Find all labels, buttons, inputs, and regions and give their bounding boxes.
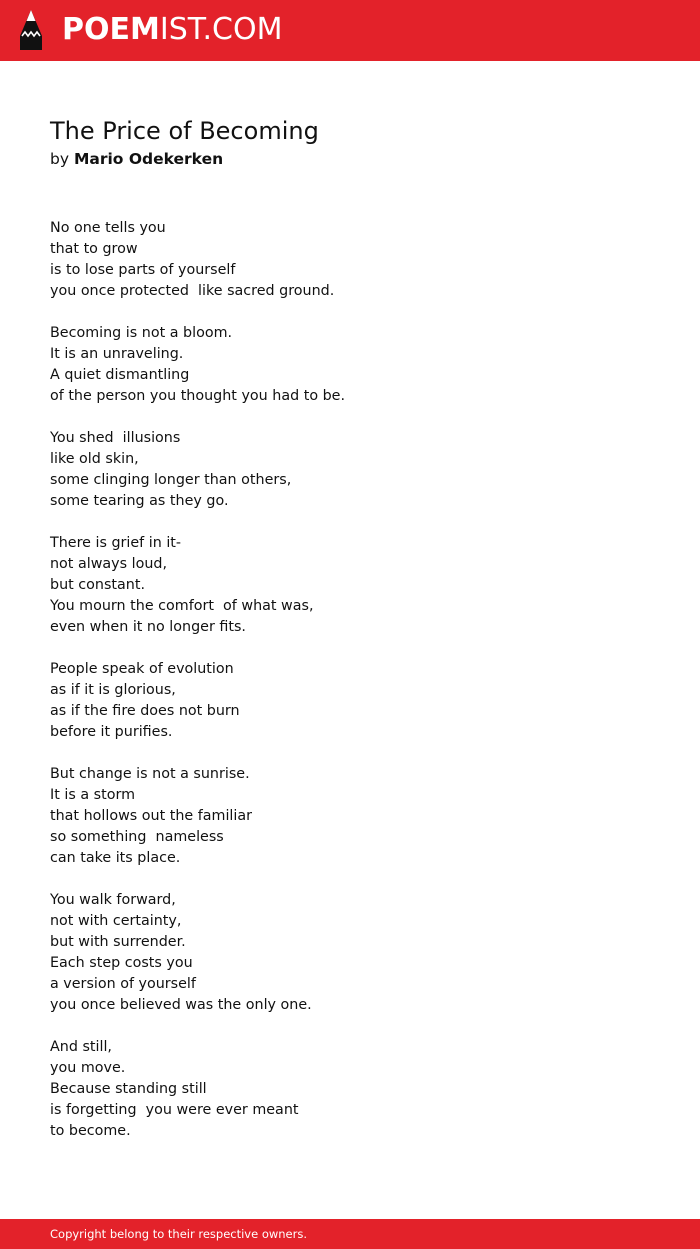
poem-line: Because standing still [50,1081,207,1097]
poem-line: some tearing as they go. [50,493,229,509]
poem-body [50,218,670,1163]
poem-line: a version of yourself [50,976,196,992]
poem-line: but constant. [50,577,145,593]
poem-line: not with certainty, [50,913,182,929]
poem-line: you once believed was the only one. [50,997,312,1013]
poem-line: of the person you thought you had to be. [50,388,346,404]
stanza [50,428,670,512]
poem-line: No one tells you [50,220,166,236]
stanza [50,533,670,638]
footer-copyright: Copyright belong to their respective owners. [50,1227,308,1241]
poem-line: even when it no longer fits. [50,619,246,635]
poem-line: You walk forward, [50,892,176,908]
poem-line: can take its place. [50,850,181,866]
author-name: Mario Odekerken [73,150,224,168]
poem-line: you move. [50,1060,126,1076]
poem-line: And still, [50,1039,112,1055]
poem-line: Becoming is not a bloom. [50,325,233,341]
stanza [50,1037,670,1142]
poem-line: as if the fire does not burn [50,703,240,719]
stanza [50,218,670,302]
stanza [50,659,670,743]
site-header [0,0,700,61]
poem-line: so something nameless [50,829,224,845]
poem-line: that hollows out the familiar [50,808,253,824]
brand-light: IST.COM [159,12,283,47]
poem-line: some clinging longer than others, [50,472,292,488]
poem-line: to become. [50,1123,131,1139]
poem-line: But change is not a sunrise. [50,766,250,782]
poem-line: you once protected like sacred ground. [50,283,335,299]
site-footer [0,1219,700,1249]
byline [50,148,223,170]
poem-line: like old skin, [50,451,139,467]
poem-line: There is grief in it- [50,535,182,551]
poem-line: It is an unraveling. [50,346,184,362]
poem-line: that to grow [50,241,138,257]
poem-line: You shed illusions [50,430,181,446]
by-prefix: by [50,150,70,168]
pencil-tip-icon[interactable] [18,9,44,51]
stanza [50,764,670,869]
poem-title: The Price of Becoming [50,117,319,145]
poem-line: is to lose parts of yourself [50,262,236,278]
stanza [50,890,670,1016]
poem-line: A quiet dismantling [50,367,190,383]
poem-line: Each step costs you [50,955,193,971]
poem-line: You mourn the comfort of what was, [50,598,314,614]
poem-line: People speak of evolution [50,661,234,677]
brand-bold: POEM [62,12,160,47]
poem-line: as if it is glorious, [50,682,176,698]
poem-line: before it purifies. [50,724,173,740]
poem-line: but with surrender. [50,934,186,950]
poem-line: not always loud, [50,556,167,572]
stanza [50,323,670,407]
poem-line: It is a storm [50,787,135,803]
poem-line: is forgetting you were ever meant [50,1102,299,1118]
site-logo-text[interactable] [62,12,282,48]
